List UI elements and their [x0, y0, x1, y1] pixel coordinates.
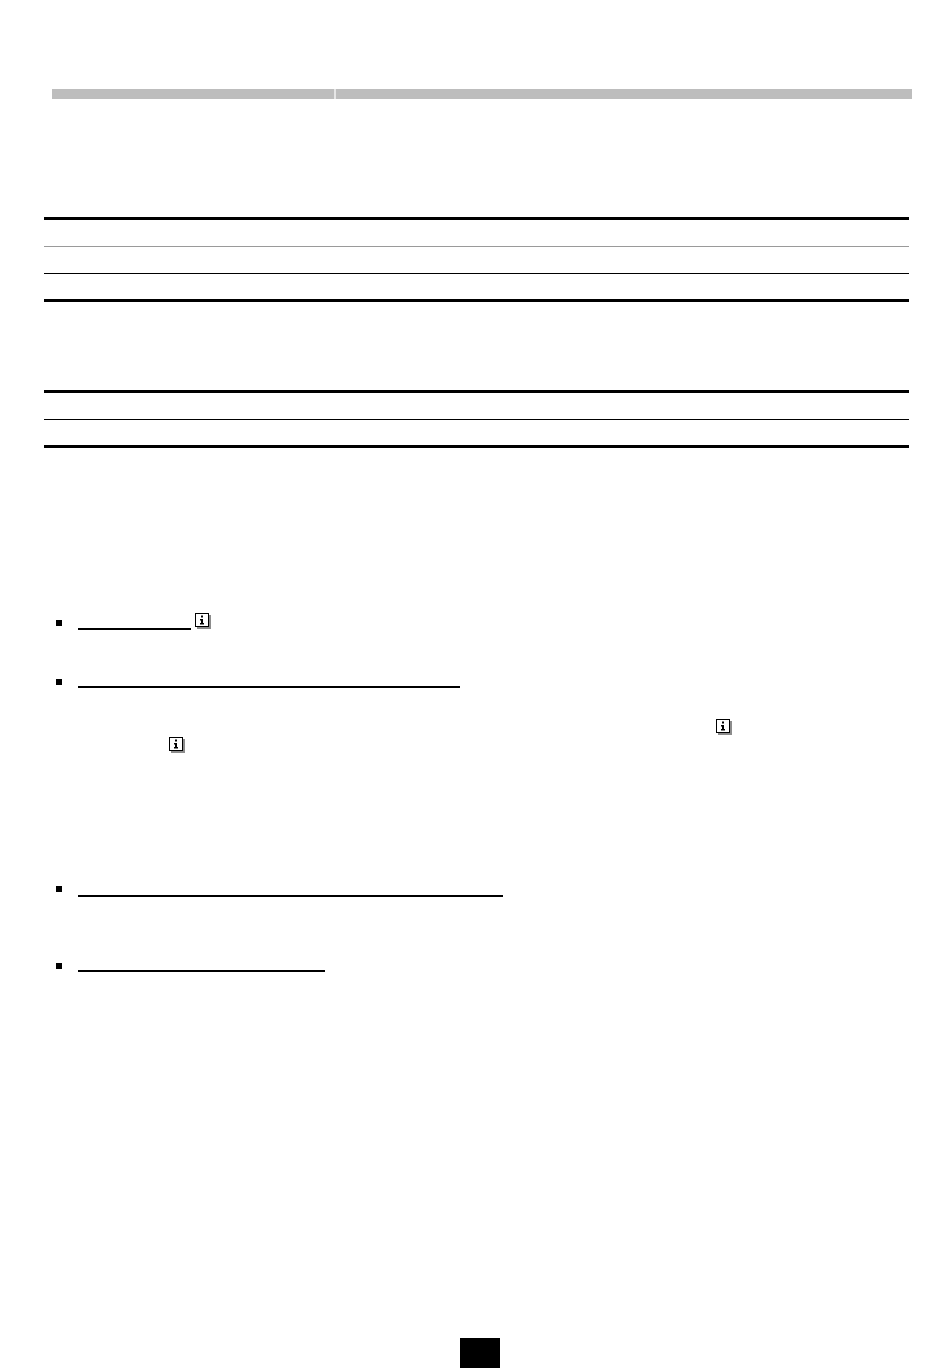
info-icon[interactable] — [169, 737, 183, 751]
square-bullet-icon — [56, 620, 62, 626]
square-bullet-icon — [56, 963, 62, 969]
info-icon[interactable] — [195, 613, 209, 627]
table-2-top-rule — [44, 390, 909, 393]
page-number-box — [460, 1338, 500, 1368]
link-underline[interactable] — [78, 628, 191, 630]
table-row — [44, 273, 909, 274]
table-row — [44, 246, 909, 247]
header-divider — [334, 89, 336, 99]
info-icon[interactable] — [716, 719, 730, 733]
square-bullet-icon — [56, 679, 62, 685]
header-bar — [52, 89, 912, 99]
link-underline[interactable] — [78, 686, 460, 688]
table-1-bottom-rule — [44, 299, 909, 302]
table-2-bottom-rule — [44, 445, 909, 448]
link-underline[interactable] — [78, 895, 503, 897]
link-underline[interactable] — [78, 970, 325, 972]
table-1-top-rule — [44, 217, 909, 220]
table-row — [44, 419, 909, 420]
square-bullet-icon — [56, 886, 62, 892]
